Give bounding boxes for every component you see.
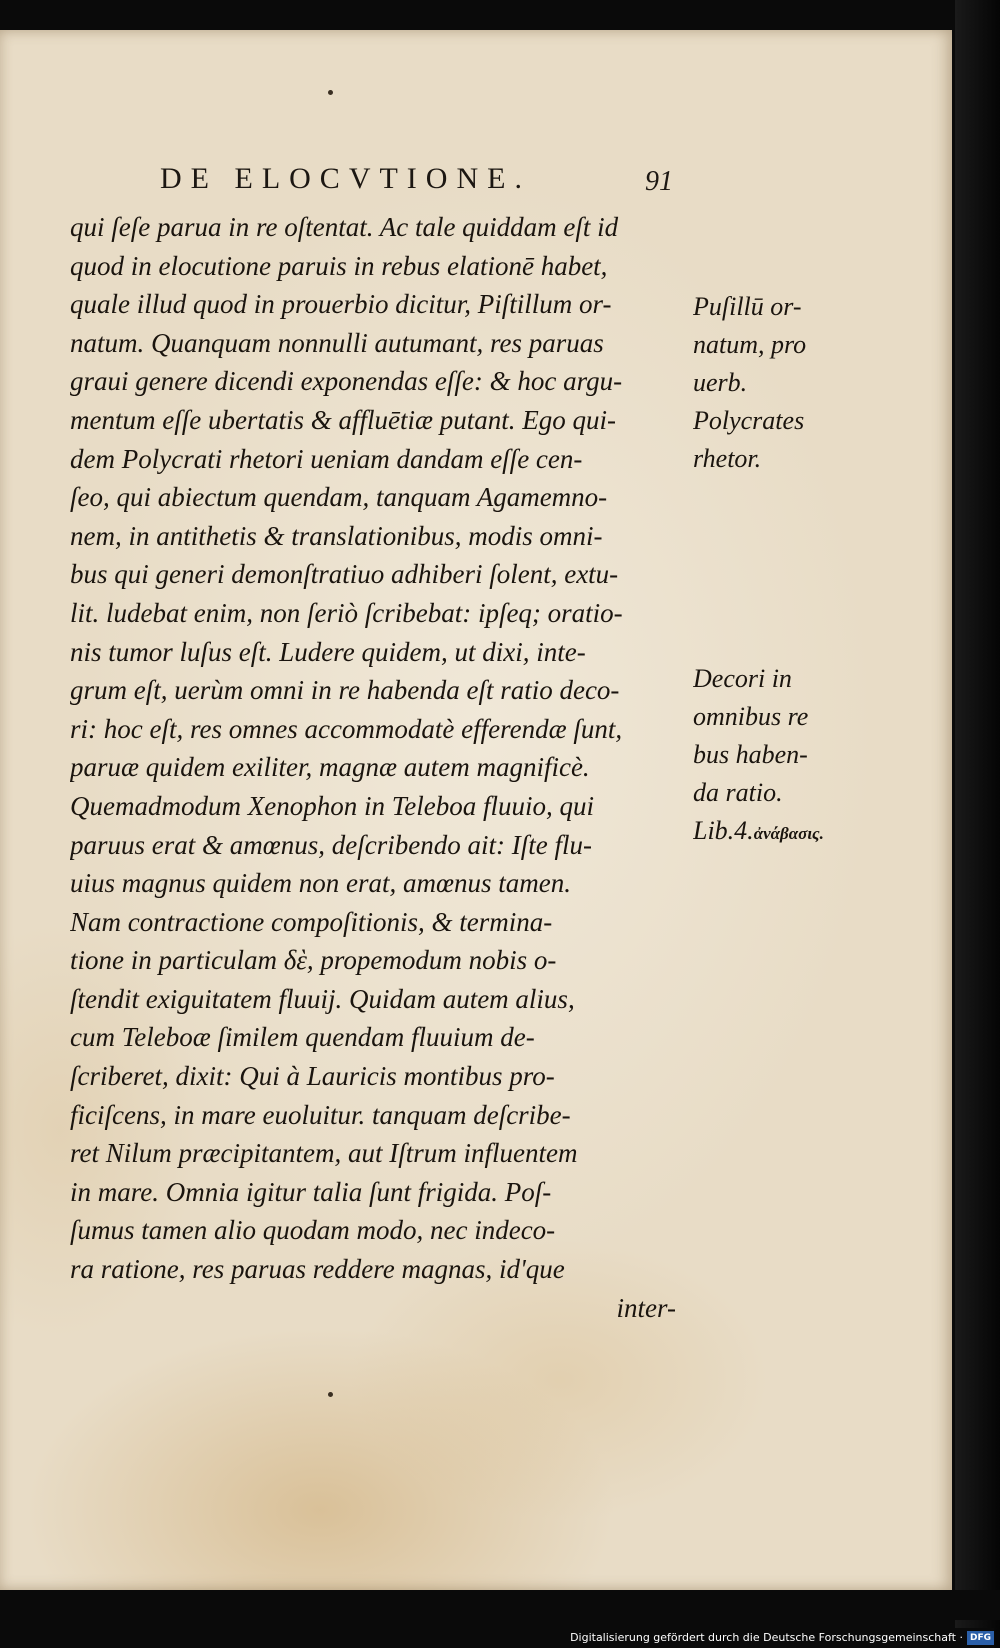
running-title: DE ELOCVTIONE. (160, 162, 531, 195)
text-line: tione in particulam δὲ, propemodum nobis o- (70, 945, 557, 976)
scan-background-bottom (0, 1590, 1000, 1620)
margin-note-decorum (693, 660, 833, 850)
text-line: mentum eſſe ubertatis & affluētiæ putant. Ego qui- (70, 404, 616, 435)
margin-note-line: natum, pro (693, 330, 807, 359)
text-line: natum. Quanquam nonnulli autumant, res paruas (70, 327, 604, 358)
text-line: paruæ quidem exiliter, magnæ autem magnificè. (70, 752, 590, 783)
text-line: ſcriberet, dixit: Qui à Lauricis montibus pro- (70, 1061, 555, 1092)
attribution-text: Digitalisierung gefördert durch die Deutsche Forschungsgemeinschaft · (570, 1631, 963, 1644)
text-line: Nam contractione compoſitionis, & termina- (70, 906, 553, 937)
catchword: inter- (616, 1292, 676, 1323)
paper-sheet (0, 30, 952, 1590)
text-line: graui genere dicendi exponendas eſſe: & hoc argu- (70, 366, 623, 397)
dfg-logo-badge: DFG (967, 1631, 994, 1645)
text-line: bus qui generi demonſtratiuo adhiberi ſolent, extu- (70, 559, 619, 590)
margin-note-line: omnibus re (693, 702, 809, 731)
main-text-column (70, 208, 680, 1327)
margin-note-line: rhetor. (693, 444, 762, 473)
decorative-dot-bottom (328, 1392, 333, 1397)
margin-note-proverb (693, 288, 833, 478)
text-line: ret Nilum præcipitantem, aut Iſtrum influentem (70, 1138, 578, 1169)
text-line: lit. ludebat enim, non ſeriò ſcribebat: ipſeq; oratio- (70, 597, 623, 628)
text-line: grum eſt, uerùm omni in re habenda eſt ratio deco- (70, 675, 620, 706)
margin-note-line: Decori in (693, 664, 792, 693)
text-line: nem, in antithetis & translationibus, modis omni- (70, 520, 603, 551)
text-line: nis tumor luſus eſt. Ludere quidem, ut dixi, inte- (70, 636, 586, 667)
text-line: uius magnus quidem non erat, amœnus tamen. (70, 868, 571, 899)
text-line: cum Teleboæ ſimilem quendam fluuium de- (70, 1022, 535, 1053)
text-line: paruus erat & amœnus, deſcribendo ait: Iſte flu- (70, 829, 592, 860)
book-binding-edge (955, 0, 1000, 1648)
margin-note-line: uerb. (693, 368, 748, 397)
margin-note-ref: Lib.4. (693, 816, 754, 845)
margin-note-line (693, 812, 833, 850)
margin-note-line: Puſillū or- (693, 292, 802, 321)
text-line: ſeo, qui abiectum quendam, tanquam Agamemno- (70, 482, 608, 513)
page-number: 91 (645, 166, 673, 197)
text-line: dem Polycrati rhetori ueniam dandam eſſe cen- (70, 443, 583, 474)
text-line: ſumus tamen alio quodam modo, nec indeco- (70, 1215, 556, 1246)
text-line: ra ratione, res paruas reddere magnas, id'que (70, 1254, 565, 1285)
funding-attribution (570, 1628, 994, 1648)
text-line: quod in elocutione paruis in rebus elationē habet, (70, 250, 608, 281)
text-line: quale illud quod in prouerbio dicitur, Piſtillum or- (70, 289, 612, 320)
text-line: Quemadmodum Xenophon in Teleboa fluuio, qui (70, 790, 594, 821)
margin-note-greek: ἀνάβασις. (753, 824, 824, 843)
margin-note-line: da ratio. (693, 778, 783, 807)
text-line: ri: hoc eſt, res omnes accommodatè efferendæ ſunt, (70, 713, 623, 744)
margin-note-line: bus haben- (693, 740, 808, 769)
text-line: ficiſcens, in mare euoluitur. tanquam deſcribe- (70, 1099, 571, 1130)
margin-note-line: Polycrates (693, 406, 805, 435)
text-line: in mare. Omnia igitur talia ſunt frigida. Poſ- (70, 1176, 552, 1207)
text-line: qui ſeſe parua in re oſtentat. Ac tale quiddam eſt id (70, 212, 619, 242)
text-line: ſtendit exiguitatem fluuij. Quidam autem alius, (70, 983, 575, 1014)
decorative-dot-top (328, 90, 333, 95)
